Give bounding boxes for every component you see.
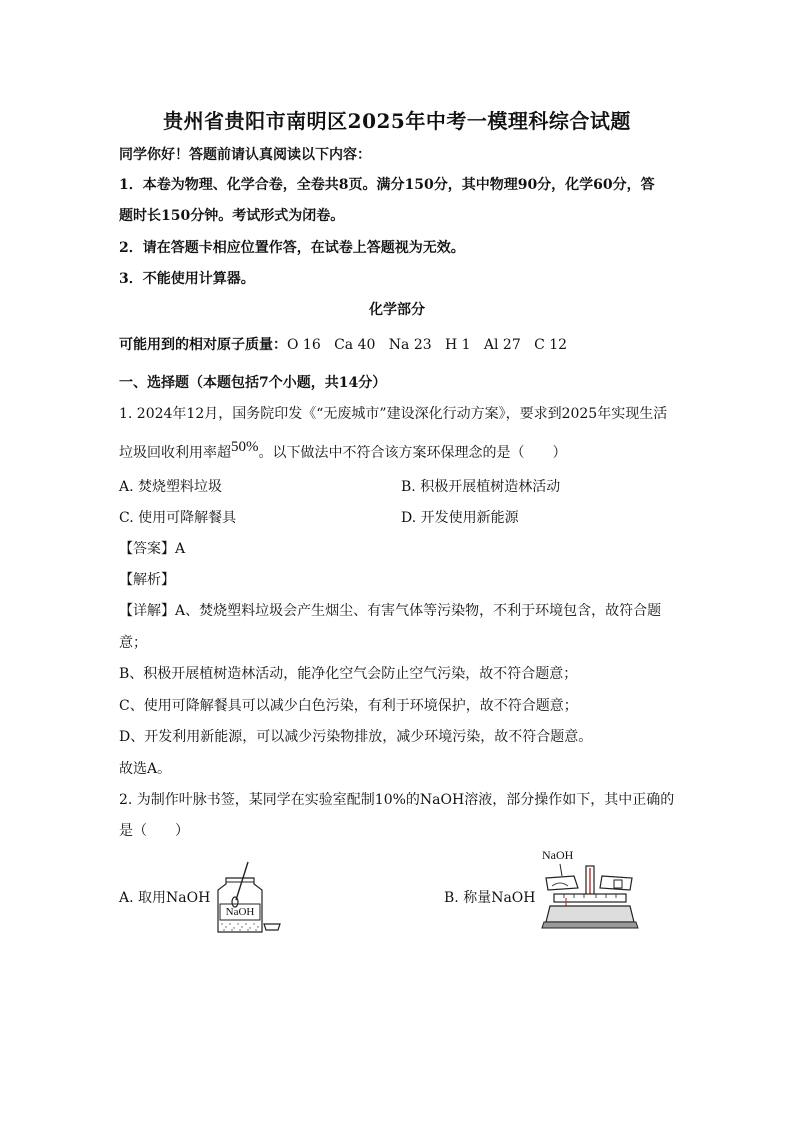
atomic-mass-label: 可能用到的相对原子质量： (119, 337, 287, 353)
q1-option-d: D. 开发使用新能源 (401, 510, 519, 526)
q2-stem-line-1: 2. 为制作叶脉书签，某同学在实验室配制10%的NaOH溶液，部分操作如下，其中正确的 (119, 792, 675, 808)
figure-balance (540, 848, 640, 944)
q1-detail-b: B、积极开展植树造林活动，能净化空气会防止空气污染，故不符合题意； (119, 666, 578, 682)
q1-percent: 50% (231, 439, 259, 455)
q1-stem-text-a: 垃圾回收利用率超 (119, 445, 231, 461)
q1-detail-line-2: 意； (119, 635, 147, 651)
q1-stem-line-2 (119, 439, 567, 462)
figure-reagent-bottle (212, 860, 284, 936)
q1-detail-c: C、使用可降解餐具可以减少白色污染，有利于环境保护，故不符合题意； (119, 698, 578, 714)
intro-rule-2: 2．请在答题卡相应位置作答，在试卷上答题视为无效。 (119, 240, 465, 256)
q1-detail-d: D、开发利用新能源，可以减少污染物排放，减少环境污染，故不符合题意。 (119, 729, 593, 745)
q1-option-a: A. 焚烧塑料垃圾 (119, 479, 223, 495)
q1-answer: 【答案】A (119, 541, 186, 557)
q1-option-c: C. 使用可降解餐具 (119, 510, 237, 526)
q1-analysis-heading: 【解析】 (119, 572, 175, 588)
intro-rule-3: 3．不能使用计算器。 (119, 271, 255, 287)
atomic-mass-line (119, 336, 567, 354)
q2-option-b: B. 称量NaOH (444, 890, 536, 906)
q2-stem-line-2: 是（ ） (119, 823, 189, 839)
section-title: 化学部分 (369, 302, 425, 318)
q1-conclusion: 故选A。 (119, 761, 172, 777)
intro-rule-1-line-2: 题时长150分钟。考试形式为闭卷。 (119, 208, 345, 224)
reagent-bottle-drawing (212, 860, 284, 936)
q1-options-row-1 (119, 478, 561, 496)
q1-stem-line-1: 1. 2024年12月，国务院印发《“无废城市”建设深化行动方案》，要求到2025年实现生活 (119, 406, 668, 422)
q1-option-b: B. 积极开展植树造林活动 (401, 479, 561, 495)
q1-stem-text-b: 。以下做法中不符合该方案环保理念的是（ ） (258, 445, 567, 461)
intro-rule-1-line-1: 1．本卷为物理、化学合卷，全卷共8页。满分150分，其中物理90分，化学60分，答 (119, 177, 655, 193)
q1-options-row-2 (119, 509, 519, 527)
bottle-label: NaOH (225, 906, 255, 918)
intro-greeting: 同学你好！答题前请认真阅读以下内容： (119, 147, 371, 163)
q1-detail-line-1: 【详解】A、焚烧塑料垃圾会产生烟尘、有害气体等污染物，不利于环境包含，故符合题 (119, 603, 662, 619)
q2-option-a: A. 取用NaOH (119, 890, 211, 906)
balance-label: NaOH (542, 848, 574, 862)
page-title: 贵州省贵阳市南明区2025年中考一模理科综合试题 (163, 109, 631, 133)
atomic-mass-values: O 16 Ca 40 Na 23 H 1 Al 27 C 12 (287, 337, 568, 353)
part-heading: 一、选择题（本题包括7个小题，共14分） (119, 375, 387, 391)
